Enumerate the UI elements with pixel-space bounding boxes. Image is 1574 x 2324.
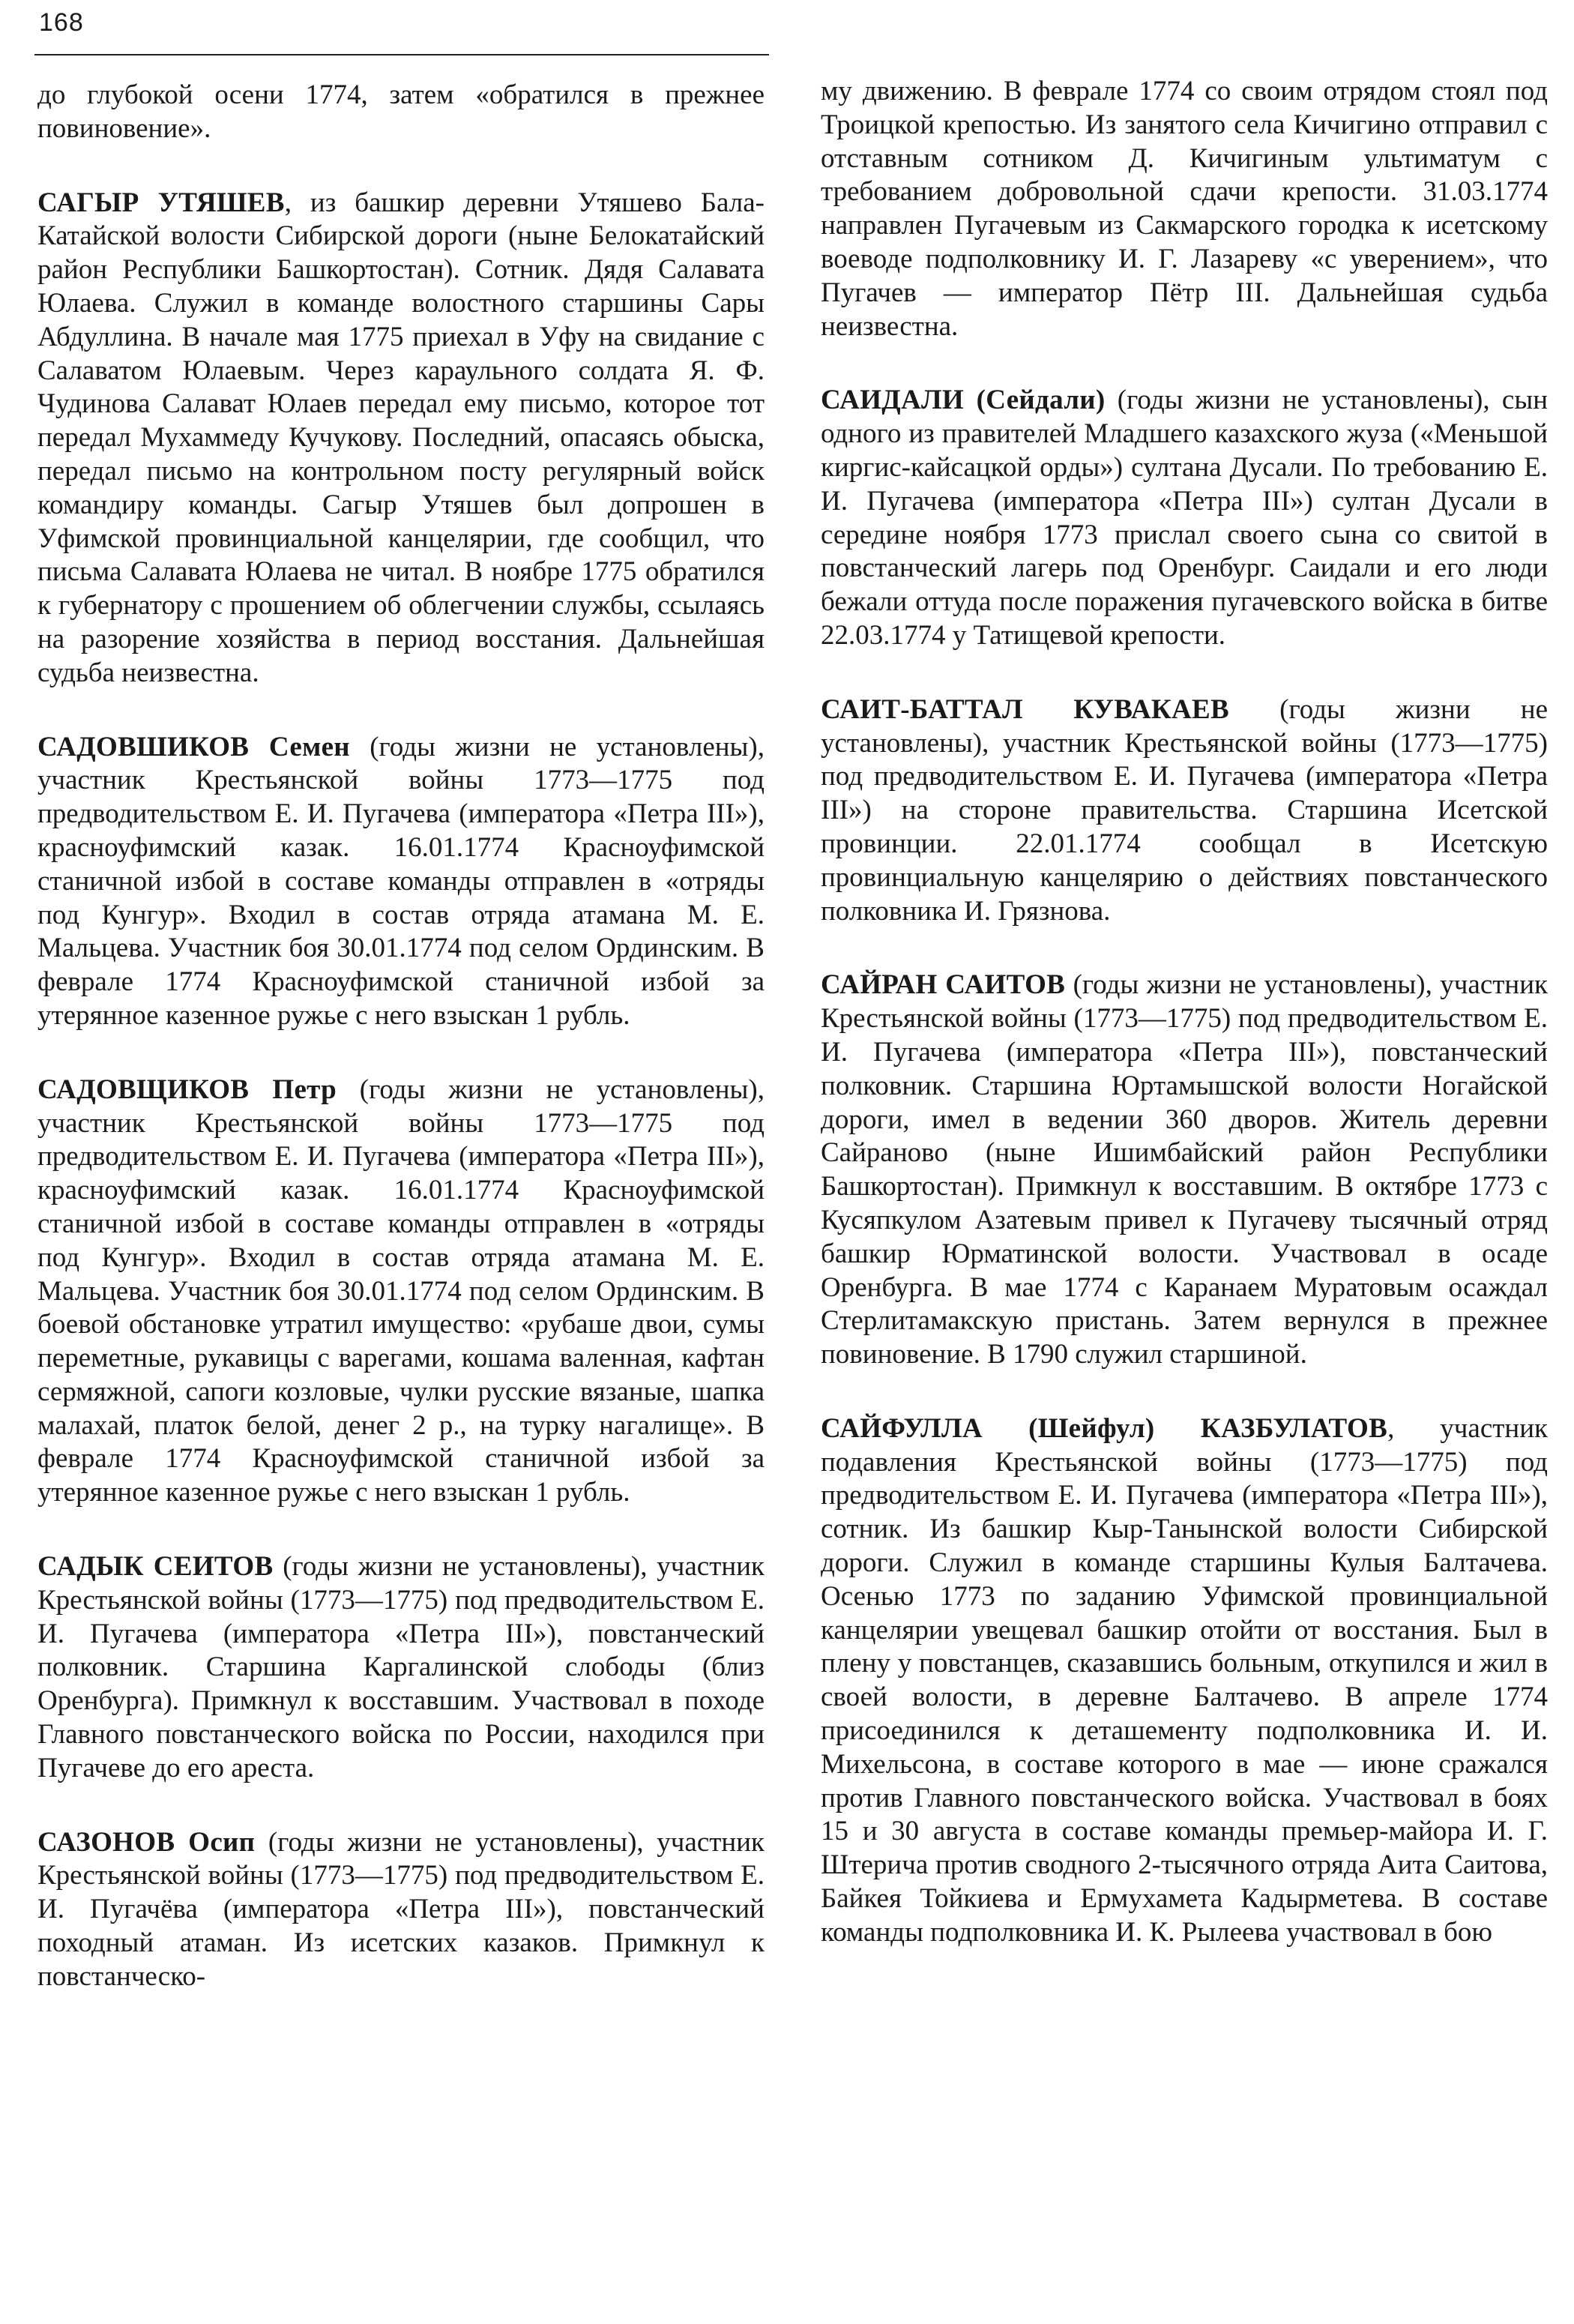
entry-sayfulla-kazbulatov: САЙФУЛЛА (Шейфул) КАЗБУЛАТОВ, участник подавления Крестьянской войны (1773—1775) под предводительством Е. И. Пугачева (императора «Петра III»), сотник. Из башкир Кыр-Танынской волости Сибирской дороги. Служил в команде старшины Кулыя Балтачева. Осенью 1773 по заданию Уфимской провинциальной канцелярии увещевал башкир отойти от восстания. Был в плену у повстанцев, сказавшись больным, откупился и жил в своей волости, в деревне Балтачево. В апреле 1774 присоединился к деташементу подполковника И. И. Михельсона, в составе которого в мае — июне сражался против Главного повстанческого войска. Участвовал в боях 15 и 30 августа в составе команды премьер-майора И. Г. Штерича против сводного 2-тысячного отряда Аита Саитова, Байкея Тойкиева и Ермухамета Кадырметева. В составе команды подполковника И. К. Рылеева участвовал в бою <box>821 1412 1548 1948</box>
entry-headword: САЗОНОВ Осип <box>37 1826 256 1858</box>
entry-headword: САИТ-БАТТАЛ КУВАКАЕВ <box>821 693 1230 725</box>
entry-sadovshchikov-petr: САДОВЩИКОВ Петр (годы жизни не установлены), участник Крестьянской войны 1773—1775 под предводительством Е. И. Пугачева (императора «Петра III»), красноуфимский казак. 16.01.1774 Красноуфимской станичной избой в составе команды отправлен в «отряды под Кунгур». Входил в состав отряда атамана М. Е. Мальцева. Участник боя 30.01.1774 под селом Ординским. В боевой обстановке утратил имущество: «рубаше двои, сумы переметные, рукавицы с варегами, кошама валенная, кафтан сермяжной, сапоги козловые, чулки русские вязаные, шапка малахай, платок белой, денег 2 р., на турку нагалище». В феврале 1774 Красноуфимской станичной избой за утерянное казенное ружье с него взыскан 1 рубль. <box>37 1074 765 1508</box>
entry-headword: САЙФУЛЛА (Шейфул) КАЗБУЛАТОВ <box>821 1412 1388 1444</box>
entry-sagyr-utyashev: САГЫР УТЯШЕВ, из башкир деревни Утяшево Бала-Катайской волости Сибирской дороги (ныне Белокатайский район Республики Башкортостан). Сотник. Дядя Салавата Юлаева. Служил в команде волостного старшины Сары Абдуллина. В начале мая 1775 приехал в Уфу на свидание с Салаватом Юлаевым. Через караульного солдата Я. Ф. Чудинова Салават Юлаев передал ему письмо, которое тот передал Мухаммеду Кучукову. Последний, опасаясь обыска, передал письмо на контрольном посту регулярный войск командиру команды. Сагыр Утяшев был допрошен в Уфимской провинциальной канцелярии, где сообщил, что письма Салавата Юлаева не читал. В ноябре 1775 обратился к губернатору с прошением об облегчении службы, ссылаясь на разорение хозяйства в период восстания. Дальнейшая судьба неизвестна. <box>37 187 765 688</box>
entry-headword: САДОВЩИКОВ Петр <box>37 1074 337 1105</box>
entry-sait-battal-kuvakaev: САИТ-БАТТАЛ КУВАКАЕВ (годы жизни не установлены), участник Крестьянской войны (1773—1775) под предводительством Е. И. Пугачева (императора «Петра III») на стороне правительства. Старшина Исетской провинции. 22.01.1774 сообщал в Исетскую провинциальную канцелярию о действиях повстанческого полковника И. Грязнова. <box>821 693 1548 927</box>
right-column <box>821 75 1548 2317</box>
entry-saidali: САИДАЛИ (Сейдали) (годы жизни не установлены), сын одного из правителей Младшего казахского жуза («Меньшой киргис-кайсацкой орды») султана Дусали. По требованию Е. И. Пугачева (императора «Петра III») султан Дусали в середине ноября 1773 прислал своего сына со свитой в повстанческий лагерь под Оренбург. Саидали и его люди бежали оттуда после поражения пугачевского войска в битве 22.03.1774 у Татищевой крепости. <box>821 385 1548 651</box>
entry-headword: САДОВШИКОВ Семен <box>37 731 350 762</box>
entry-headword: САГЫР УТЯШЕВ <box>37 187 285 218</box>
entry-continuation: му движению. В феврале 1774 со своим отрядом стоял под Троицкой крепостью. Из занятого села Кичигино отправил с отставным сотником Д. Кичигиным ультиматум с требованием добровольной сдачи крепости. 31.03.1774 направлен Пугачевым из Сакмарского городка к исетскому воеводе подполковнику И. Г. Лазареву «с уверением», что Пугачев — император Пётр III. Дальнейшая судьба неизвестна. <box>821 76 1548 342</box>
entry-sayran-saitov: САЙРАН САИТОВ (годы жизни не установлены), участник Крестьянской войны (1773—1775) под предводительством Е. И. Пугачева (императора «Петра III»), повстанческий полковник. Старшина Юртамышской волости Ногайской дороги, имел в ведении 360 дворов. Житель деревни Сайраново (ныне Ишимбайский район Республики Башкортостан). Примкнул к восставшим. В октябре 1773 с Кусяпкулом Азатевым привел к Пугачеву тысячный отряд башкир Юрматинской волости. Участвовал в осаде Оренбурга. В мае 1774 с Каранаем Муратовым осаждал Стерлитамакскую пристань. Затем вернулся в прежнее повиновение. В 1790 служил старшиной. <box>821 969 1548 1370</box>
entry-sadovshikov-semen: САДОВШИКОВ Семен (годы жизни не установлены), участник Крестьянской войны 1773—1775 под предводительством Е. И. Пугачева (императора «Петра III»), красноуфимский казак. 16.01.1774 Красноуфимской станичной избой в составе команды отправлен в «отряды под Кунгур». Входил в состав отряда атамана М. Е. Мальцева. Участник боя 30.01.1774 под селом Ординским. В феврале 1774 Красноуфимской станичной избой за утерянное казенное ружье с него взыскан 1 рубль. <box>37 731 765 1031</box>
left-column <box>37 79 765 2320</box>
header-rule <box>34 54 769 55</box>
entry-continuation: до глубокой осени 1774, затем «обратился в прежнее повиновение». <box>37 79 765 144</box>
entry-headword: САЙРАН САИТОВ <box>821 969 1066 1001</box>
entry-headword: САДЫК СЕИТОВ <box>37 1551 274 1583</box>
page-number: 168 <box>39 8 84 37</box>
entry-sadyk-seitov: САДЫК СЕИТОВ (годы жизни не установлены), участник Крестьянской войны (1773—1775) под предводительством Е. И. Пугачева (императора «Петра III»), повстанческий полковник. Старшина Каргалинской слободы (близ Оренбурга). Примкнул к восставшим. Участвовал в походе Главного повстанческого войска по России, находился при Пугачеве до его ареста. <box>37 1551 765 1783</box>
entry-headword: САИДАЛИ (Сейдали) <box>821 385 1106 416</box>
entry-sazonov-osip: САЗОНОВ Осип (годы жизни не установлены), участник Крестьянской войны (1773—1775) под предводительством Е. И. Пугачёва (императора «Петра III»), повстанческий походный атаман. Из исетских казаков. Примкнул к повстанческо- <box>37 1826 765 1992</box>
